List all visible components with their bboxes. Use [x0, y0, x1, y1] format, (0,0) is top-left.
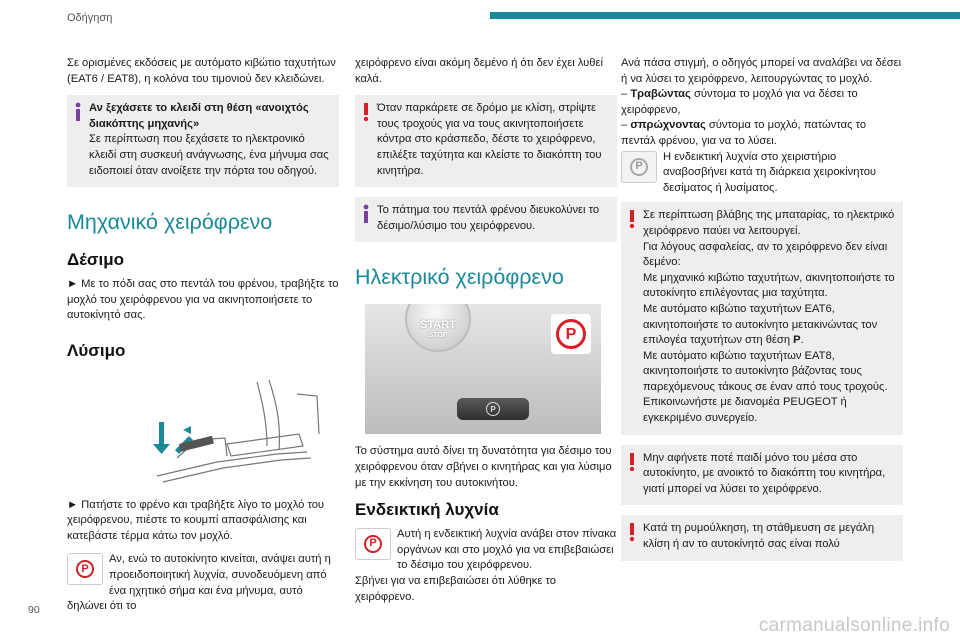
brake-warning-lamp — [67, 553, 103, 585]
list-bold: Τραβώντας — [630, 88, 691, 101]
p-brake-icon: P — [364, 535, 382, 553]
section-title-electric-handbrake: Ηλεκτρικό χειρόφρενο — [355, 265, 564, 290]
applying-text: ► Με το πόδι σας στο πεντάλ του φρένου, τραβήξτε το μοχλό του χειρόφρενου για να ακινητοποιήσετε το αυτοκίνητό σας. — [67, 278, 339, 322]
battery-text-4-bold: P — [793, 334, 801, 347]
start-label: START — [420, 319, 456, 332]
p-brake-icon: P — [486, 402, 500, 416]
p-brake-icon: P — [556, 319, 586, 349]
list-item-pull — [621, 87, 903, 118]
header-accent-bar — [490, 12, 960, 19]
warning-icon — [627, 522, 637, 542]
column-2 — [355, 56, 617, 605]
list-item-push — [621, 118, 903, 149]
electric-handbrake-photo — [365, 304, 601, 434]
start-stop-button — [405, 304, 471, 352]
battery-text-4-main: Με αυτόματο κιβώτιο ταχυτήτων EAT6, ακινητοποιήστε το αυτοκίνητο μετακινώντας τον επιλογέα ταχυτήτων στη θέση — [643, 302, 878, 347]
list-text: σύντομα το μοχλό, πατώντας το πεντάλ φρένου, για να το λύσει. — [621, 119, 867, 147]
warning-box-battery — [621, 202, 903, 434]
system-description: Το σύστημα αυτό δίνει τη δυνατότητα για δέσιμο του χειρόφρενου όταν σβήνει ο κινητήρας και για λύσιμο με την εκκίνηση του αυτοκινήτου. — [355, 445, 612, 489]
brake-indicator-lamp — [355, 528, 391, 560]
column-3 — [621, 56, 903, 571]
info-box-text: Σε περίπτωση που ξεχάσετε το ηλεκτρονικό κλειδί στη συσκευή ανάγνωσης, ένα μήνυμα σας ειδοποιεί όταν ανοίξετε την πόρτα του οδηγού. — [89, 133, 329, 177]
info-box-text: Το πάτημα του πεντάλ φρένου διευκολύνει το δέσιμο/λύσιμο του χειρόφρενου. — [377, 204, 600, 232]
subheading-indicator-lamp: Ενδεικτική λυχνία — [355, 500, 499, 520]
handbrake-switch — [457, 398, 529, 420]
list-text: σύντομα το μοχλό για να δέσει το χειρόφρενο, — [621, 88, 858, 116]
warning-lamp-block — [67, 552, 339, 614]
subheading-applying: Δέσιμο — [67, 250, 125, 270]
battery-text-4 — [643, 302, 895, 349]
stop-label: STOP — [428, 332, 448, 340]
control-lamp — [621, 151, 657, 183]
info-icon — [361, 204, 371, 224]
list-dash: – — [621, 88, 628, 101]
manual-operation-intro: Ανά πάσα στιγμή, ο οδηγός μπορεί να αναλάβει να δέσει ή να λύσει το χειρόφρενο, λειτουργώντας το μοχλό. — [621, 57, 902, 85]
warning-box-parking-slope — [355, 95, 617, 187]
warning-box-towing — [621, 515, 903, 560]
control-lamp-text: Η ενδεικτική λυχνία στο χειριστήριο αναβοσβήνει κατά τη διάρκεια χειροκίνητου δεσίματος ή λυσίματος. — [663, 150, 877, 194]
battery-text-2: Για λόγους ασφαλείας, αν το χειρόφρενο δεν είναι δεμένο: — [643, 240, 888, 269]
red-p-indicator — [551, 314, 591, 354]
info-box-title: Αν ξεχάσετε το κλειδί στη θέση «ανοιχτός διακόπτης μηχανής» — [89, 102, 309, 130]
list-dash: – — [621, 119, 628, 132]
column-1 — [67, 56, 339, 615]
section-title-mechanical-handbrake: Μηχανικό χειρόφρενο — [67, 210, 273, 235]
handbrake-lever-illustration — [67, 374, 339, 486]
info-box-brake-pedal — [355, 197, 617, 242]
warning-box-text: Όταν παρκάρετε σε δρόμο με κλίση, στρίψτε τους τροχούς για να τους ακινητοποιήσετε κόντρα στο κράσπεδο, δέστε το χειρόφρενο, επιλέξτε ταχύτητα και κλείστε το διακόπτη του κινητήρα. — [377, 102, 602, 177]
towing-warning-text: Κατά τη ρυμούλκηση, τη στάθμευση σε μεγάλη κλίση ή αν το αυτοκίνητό σας είναι πολύ — [643, 522, 875, 551]
warning-lamp-text: Αν, ενώ το αυτοκίνητο κινείται, ανάψει αυτή η προειδοποιητική λυχνία, συνοδευόμενη από ένα ηχητικό σήμα και ένα μήνυμα, αυτό δηλώνει ότι το — [67, 553, 331, 613]
battery-text-6: Επικοινωνήστε με διανομέα PEUGEOT ή εγκεκριμένο συνεργείο. — [643, 396, 847, 425]
list-bold: σπρώχνοντας — [630, 119, 706, 132]
battery-text-3: Με μηχανικό κιβώτιο ταχυτήτων, ακινητοποιήστε το αυτοκίνητο επιλέγοντας μια ταχύτητα. — [643, 271, 895, 300]
p-brake-icon: P — [76, 560, 94, 578]
intro-paragraph: Σε ορισμένες εκδόσεις με αυτόματο κιβώτιο ταχυτήτων (EAT6 / EAT8), η κολόνα του τιμονιού δεν κλειδώνει. — [67, 57, 336, 85]
indicator-lamp-block — [355, 527, 617, 605]
indicator-lamp-text: Αυτή η ενδεικτική λυχνία ανάβει στον πίνακα οργάνων και στο μοχλό για να επιβεβαιώσει το δέσιμο του χειρόφρενου. — [397, 528, 617, 572]
releasing-text: ► Πατήστε το φρένο και τραβήξτε λίγο το μοχλό του χειρόφρενου, πιέστε το κουμπί απασφάλισης και κατεβάστε τέρμα κάτω τον μοχλό. — [67, 498, 325, 542]
warning-icon — [361, 102, 371, 122]
p-brake-icon: P — [630, 158, 648, 176]
control-lamp-block — [621, 150, 903, 197]
indicator-lamp-text-2: Σβήνει για να επιβεβαιώσει ότι λύθηκε το χειρόφρενο. — [355, 574, 556, 603]
info-icon — [73, 102, 83, 122]
battery-text-4-end: . — [800, 334, 804, 347]
info-box-forgotten-key — [67, 95, 339, 187]
page-header-title: Οδήγηση — [67, 12, 113, 24]
battery-text-1: Σε περίπτωση βλάβης της μπαταρίας, το ηλεκτρικό χειρόφρενο παύει να λειτουργεί. — [643, 209, 895, 237]
warning-icon — [627, 452, 637, 472]
warning-icon — [627, 209, 637, 229]
child-warning-text: Μην αφήνετε ποτέ παιδί μόνο του μέσα στο αυτοκίνητο, με ανοικτό το διακόπτη του κινητήρα, γιατί μπορεί να λύσει το χειρόφρενο. — [643, 451, 886, 495]
warning-box-child — [621, 445, 903, 506]
page-number: 90 — [28, 604, 40, 616]
battery-text-5: Με αυτόματο κιβώτιο ταχυτήτων EAT8, ακινητοποιήστε το αυτοκίνητο βάζοντας τους παρεχόμενους τάκους σε έναν από τους τροχούς. — [643, 349, 888, 393]
subheading-releasing: Λύσιμο — [67, 340, 126, 360]
continued-text: χειρόφρενο είναι ακόμη δεμένο ή ότι δεν έχει λυθεί καλά. — [355, 57, 603, 85]
watermark: carmanualsonline.info — [758, 615, 950, 637]
